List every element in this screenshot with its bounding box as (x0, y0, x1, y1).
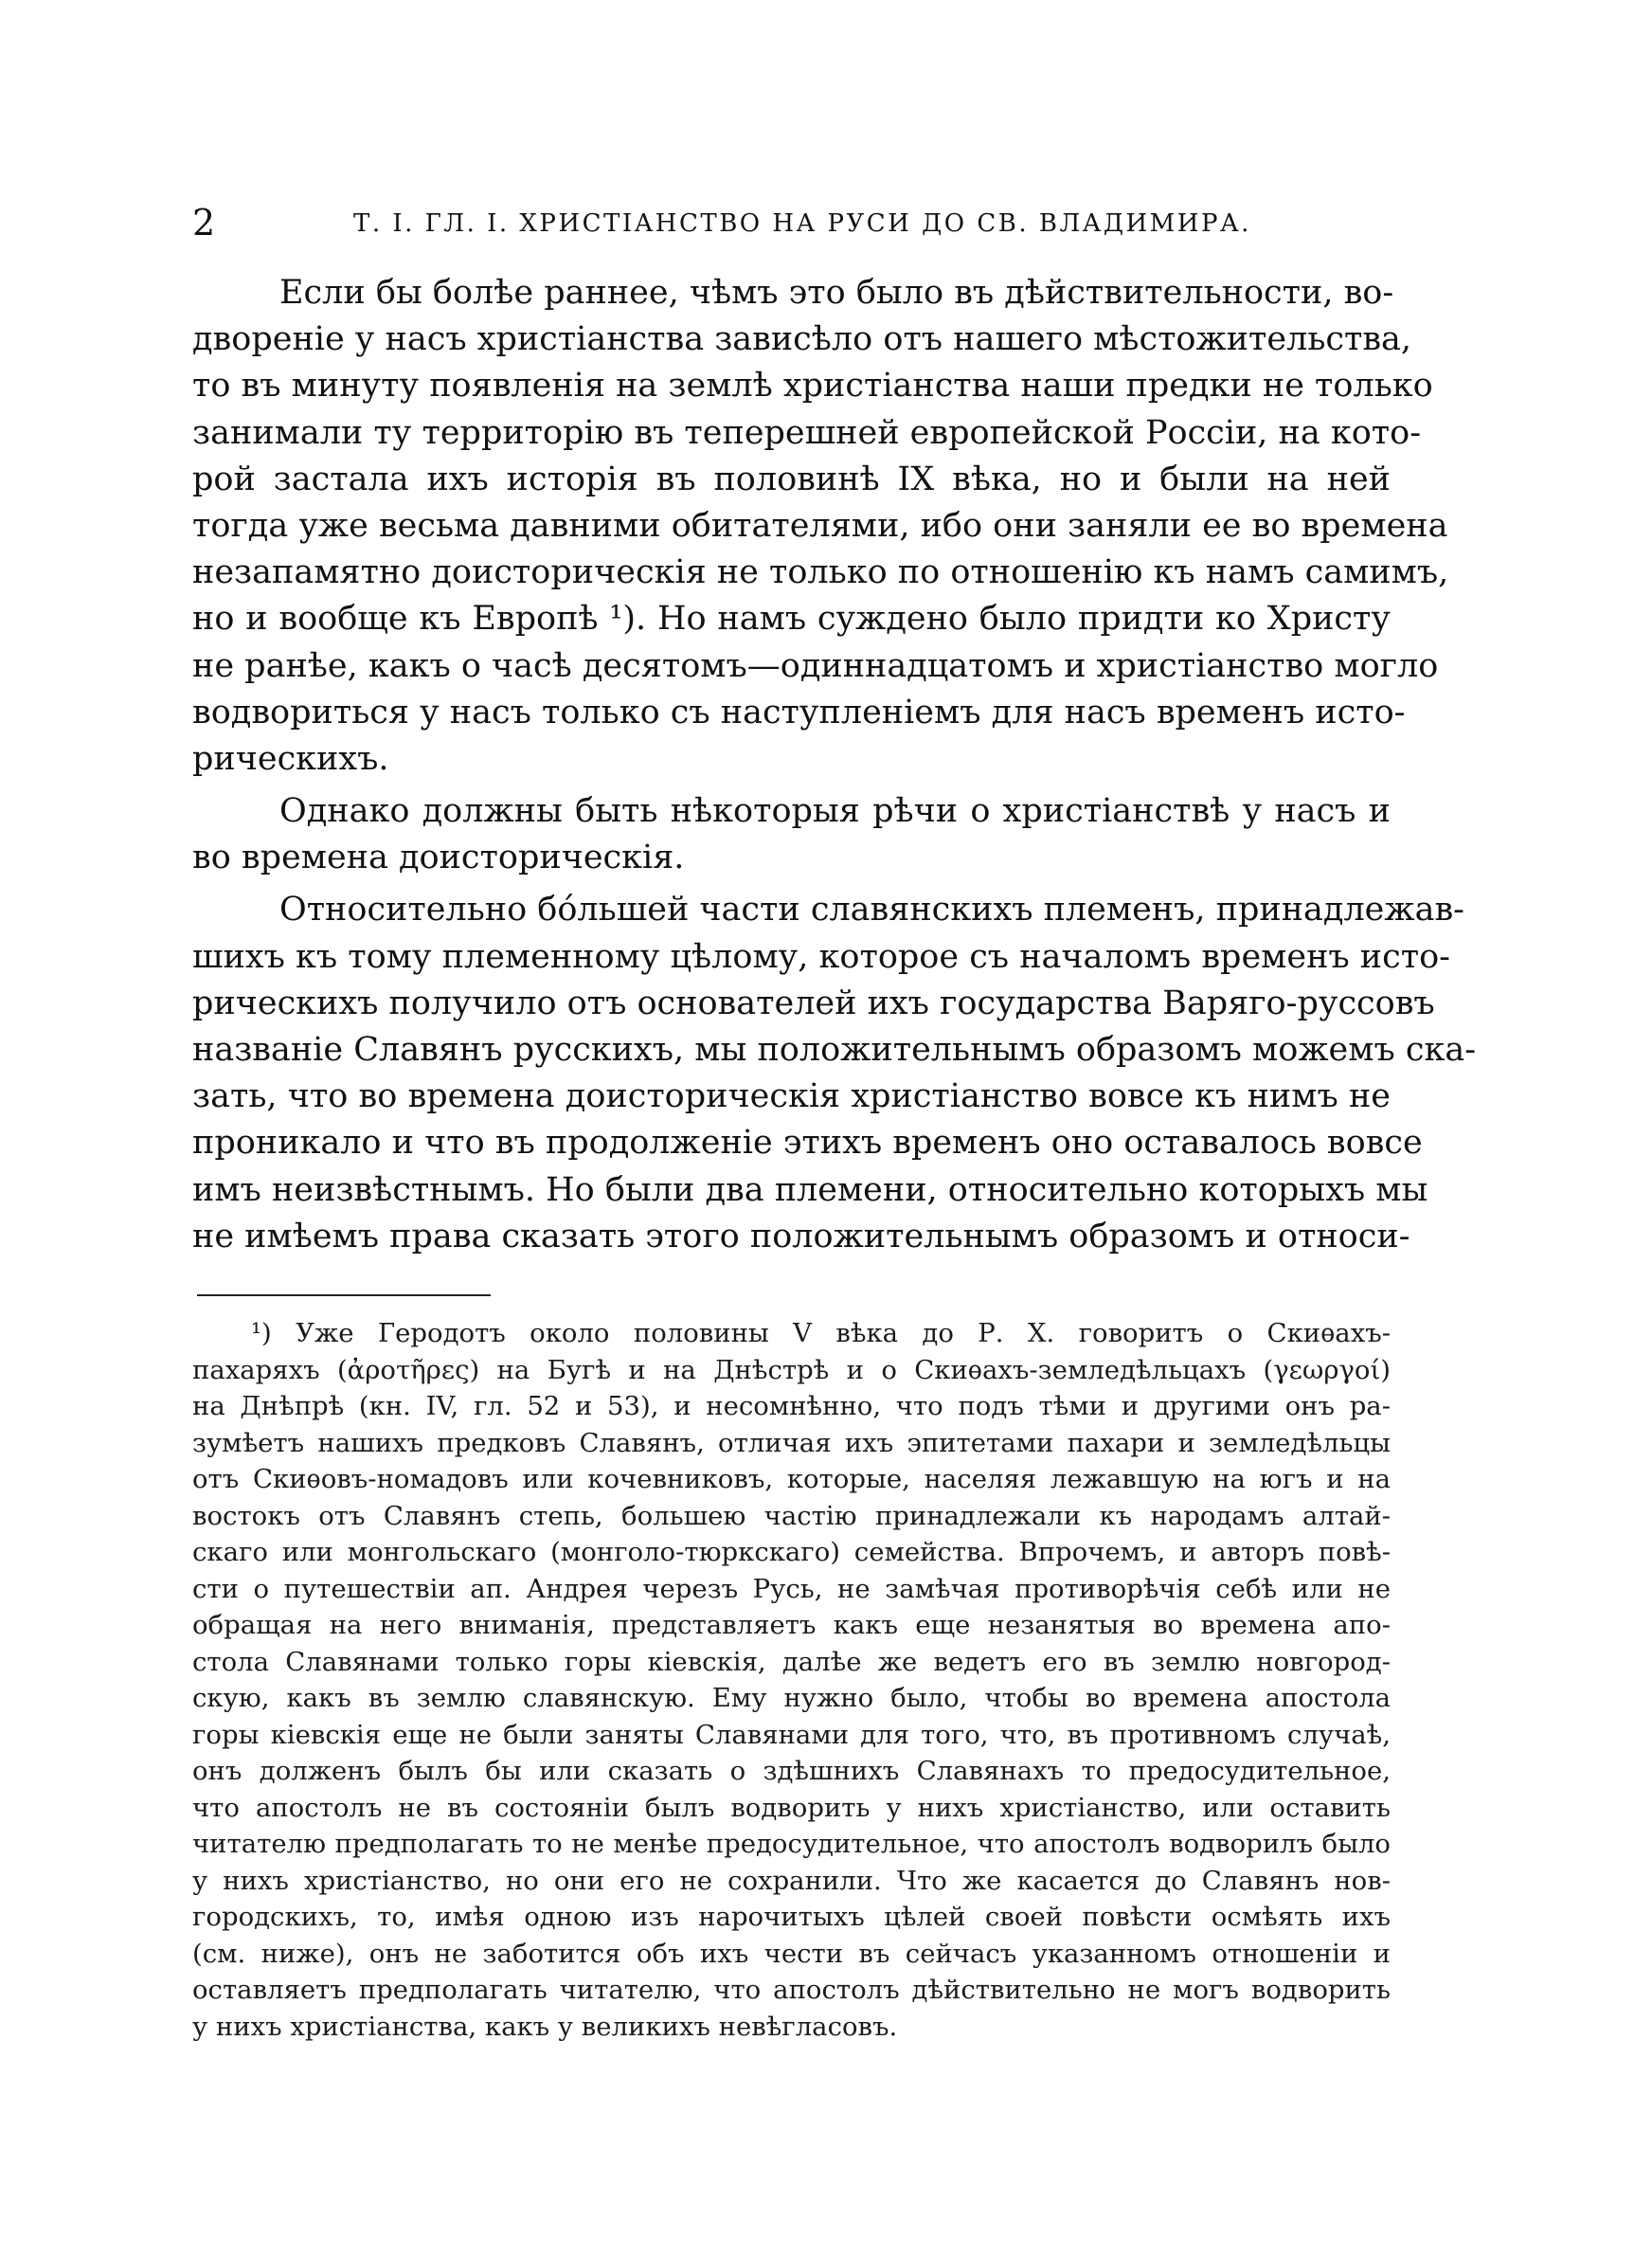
body-line: не ранѣе, какъ о часѣ десятомъ—одиннадцатомъ и христіанство могло (192, 646, 1439, 685)
body-line: не имѣемъ права сказать этого положительнымъ образомъ и относи- (192, 1217, 1410, 1255)
body-line: рическихъ получило отъ основателей ихъ государства Варяго-руссовъ (192, 984, 1435, 1022)
body-line: водвориться у насъ только съ наступленіемъ для насъ временъ исто- (192, 693, 1406, 731)
body-line: Если бы болѣе раннее, чѣмъ это было въ дѣйствительности, во- (279, 274, 1394, 312)
running-title: Т. I. ГЛ. I. ХРИСТIАНСТВО НА РУСИ ДО СВ. ВЛАДИМИРА. (353, 209, 1251, 238)
footnote-line: у нихъ христіанство, но они его не сохранили. Что же касается до Славянъ нов- (192, 1865, 1391, 1896)
body-line: то въ минуту появленія на землѣ христіанства наши предки не только (192, 367, 1433, 406)
footnote-line: у нихъ христіанства, какъ у великихъ невѣгласовъ. (192, 2011, 898, 2042)
footnote (192, 1315, 1391, 2045)
body-line: незапамятно доисторическія не только по отношенію къ намъ самимъ, (192, 553, 1449, 592)
footnote-divider (197, 1294, 491, 1296)
running-head (192, 199, 1376, 246)
body-line: имъ неизвѣстнымъ. Но были два племени, относительно которыхъ мы (192, 1170, 1428, 1209)
footnote-line: на Днѣпрѣ (кн. IV, гл. 52 и 53), и несомнѣнно, что подъ тѣми и другими онъ ра- (192, 1391, 1391, 1421)
footnote-line: читателю предполагать то не менѣе предосудительное, что апостолъ водворилъ было (192, 1829, 1391, 1859)
body-line: Относительно бóльшей части славянскихъ племенъ, принадлежав- (279, 891, 1464, 930)
footnote-line: оставляетъ предполагать читателю, что апостолъ дѣйствительно не могъ водворить (192, 1975, 1391, 2005)
body-line: Однако должны быть нѣкоторыя рѣчи о христіанствѣ у насъ и (279, 792, 1391, 831)
footnote-line: (см. ниже), онъ не заботится объ ихъ чести въ сейчасъ указанномъ отношеніи и (192, 1938, 1391, 1969)
body-line: рическихъ. (192, 739, 389, 778)
footnote-line: горы кіевскія еще не были заняты Славянами для того, что, въ противномъ случаѣ, (192, 1719, 1391, 1750)
footnote-line: зумѣетъ нашихъ предковъ Славянъ, отличая ихъ эпитетами пахари и земледѣльцы (192, 1427, 1391, 1458)
footnote-line: что апостолъ не въ состояніи былъ водворить у нихъ христіанство, или оставить (192, 1792, 1391, 1823)
body-line: проникало и что въ продолженіе этихъ временъ оно оставалось вовсе (192, 1124, 1423, 1163)
body-line: названіе Славянъ русскихъ, мы положительнымъ образомъ можемъ ска- (192, 1031, 1477, 1069)
body-line: занимали ту территорію въ теперешней европейской Россіи, на кото- (192, 413, 1422, 452)
body-line: во времена доисторическія. (192, 839, 685, 877)
page-number: 2 (192, 202, 216, 244)
footnote-line: востокъ отъ Славянъ степь, большею частію принадлежали къ народамъ алтай- (192, 1500, 1391, 1531)
footnote-line: отъ Скиѳовъ-номадовъ или кочевниковъ, которые, населяя лежавшую на югъ и на (192, 1464, 1391, 1494)
footnote-line: пахаряхъ (ἀροτῆρες) на Бугѣ и на Днѣстрѣ и о Скиѳахъ-земледѣльцахъ (γεωργοί) (192, 1354, 1391, 1385)
body-line: шихъ къ тому племенному цѣлому, которое съ началомъ временъ исто- (192, 937, 1451, 976)
footnote-line: обращая на него вниманія, представляетъ какъ еще незанятыя во времена апо- (192, 1610, 1391, 1640)
body-line: но и вообще къ Европѣ ¹). Но намъ суждено было придти ко Христу (192, 600, 1391, 639)
body-line: рой застала ихъ исторія въ половинѣ IX вѣка, но и были на ней (192, 460, 1391, 498)
footnote-line: ¹) Уже Геродотъ около половины V вѣка до Р. Х. говоритъ о Скиѳахъ- (251, 1318, 1391, 1348)
footnote-line: скаго или монгольскаго (монголо-тюркскаго) семейства. Впрочемъ, и авторъ повѣ- (192, 1537, 1391, 1567)
body-line: двореніе у насъ христіанства зависѣло отъ нашего мѣстожительства, (192, 320, 1412, 359)
footnote-line: скую, какъ въ землю славянскую. Ему нужно было, чтобы во времена апостола (192, 1683, 1391, 1713)
footnote-line: сти о путешествіи ап. Андрея черезъ Русь, не замѣчая противорѣчія себѣ или не (192, 1573, 1391, 1604)
footnote-line: городскихъ, то, имѣя одною изъ нарочитыхъ цѣлей своей повѣсти осмѣять ихъ (192, 1902, 1391, 1932)
footnote-line: онъ долженъ былъ бы или сказать о здѣшнихъ Славянахъ то предосудительное, (192, 1756, 1391, 1786)
body-line: зать, что во времена доисторическія христіанство вовсе къ нимъ не (192, 1077, 1391, 1116)
footnote-line: стола Славянами только горы кіевскія, далѣе же ведетъ его въ землю новгород- (192, 1646, 1391, 1677)
main-text (192, 270, 1477, 1260)
body-line: тогда уже весьма давними обитателями, ибо они заняли ее во времена (192, 506, 1448, 545)
